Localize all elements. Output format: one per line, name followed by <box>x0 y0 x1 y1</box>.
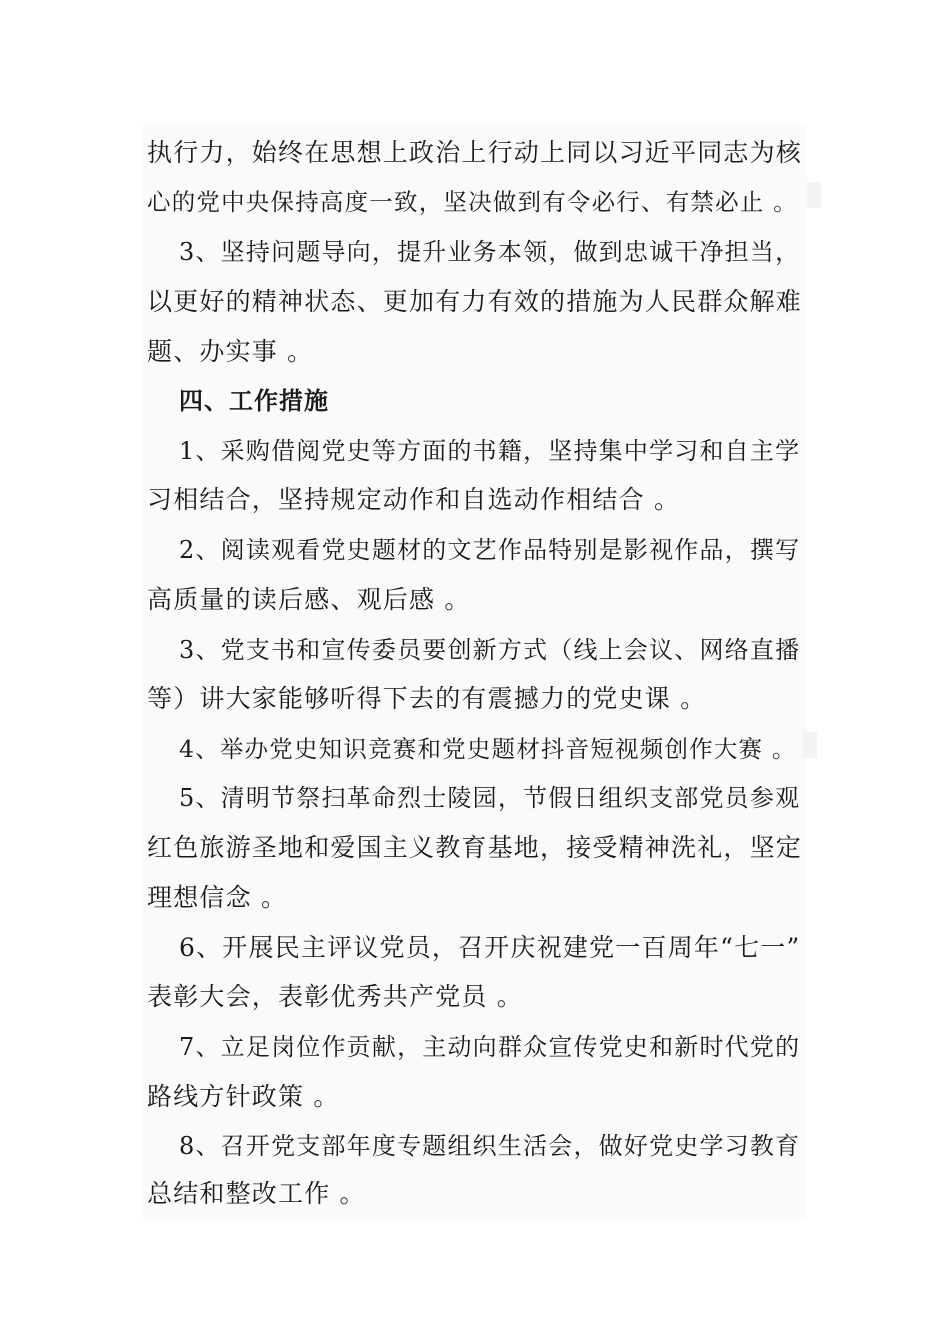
paragraph-line: 3、坚持问题导向，提升业务本领，做到忠诚干净担当， <box>179 238 801 266</box>
highlight-mark <box>807 182 821 208</box>
text-block <box>143 124 807 1220</box>
paragraph-line: 题、办实事 。 <box>147 337 314 366</box>
paragraph-line: 3、党支书和宣传委员要创新方式（线上会议、网络直播 <box>179 636 801 664</box>
paragraph-line: 6、开展民主评议党员，召开庆祝建党一百周年“七一” <box>179 933 801 962</box>
paragraph-line: 以更好的精神状态、更加有力有效的措施为人民群众解难 <box>147 287 803 316</box>
section-heading: 四、工作措施 <box>179 387 329 415</box>
paragraph-line: 红色旅游圣地和爱国主义教育基地，接受精神洗礼，坚定 <box>147 833 803 862</box>
paragraph-line: 高质量的读后感、观后感 。 <box>147 585 471 614</box>
paragraph-line: 4、举办党史知识竞赛和党史题材抖音短视频创作大赛 。 <box>179 735 797 763</box>
paragraph-line: 2、阅读观看党史题材的文艺作品特别是影视作品，撰写 <box>179 536 801 564</box>
paragraph-line: 执行力，始终在思想上政治上行动上同以习近平同志为核 <box>147 138 803 167</box>
paragraph-line: 1、采购借阅党史等方面的书籍，坚持集中学习和自主学 <box>179 437 801 465</box>
highlight-mark <box>803 732 817 758</box>
paragraph-line: 8、召开党支部年度专题组织生活会，做好党史学习教育 <box>179 1132 801 1160</box>
paragraph-line: 理想信念 。 <box>147 883 288 912</box>
paragraph-line: 总结和整改工作 。 <box>147 1179 366 1208</box>
paragraph-line: 7、立足岗位作贡献，主动向群众宣传党史和新时代党的 <box>179 1033 801 1061</box>
paragraph-line: 心的党中央保持高度一致，坚决做到有令必行、有禁必止 。 <box>147 188 798 216</box>
paragraph-line: 等）讲大家能够听得下去的有震撼力的党史课 。 <box>147 684 707 713</box>
paragraph-line: 5、清明节祭扫革命烈士陵园，节假日组织支部党员参观 <box>179 784 801 812</box>
paragraph-line: 表彰大会，表彰优秀共产党员 。 <box>147 982 523 1011</box>
paragraph-line: 习相结合，坚持规定动作和自选动作相结合 。 <box>147 485 681 514</box>
paragraph-line: 路线方针政策 。 <box>147 1082 340 1111</box>
